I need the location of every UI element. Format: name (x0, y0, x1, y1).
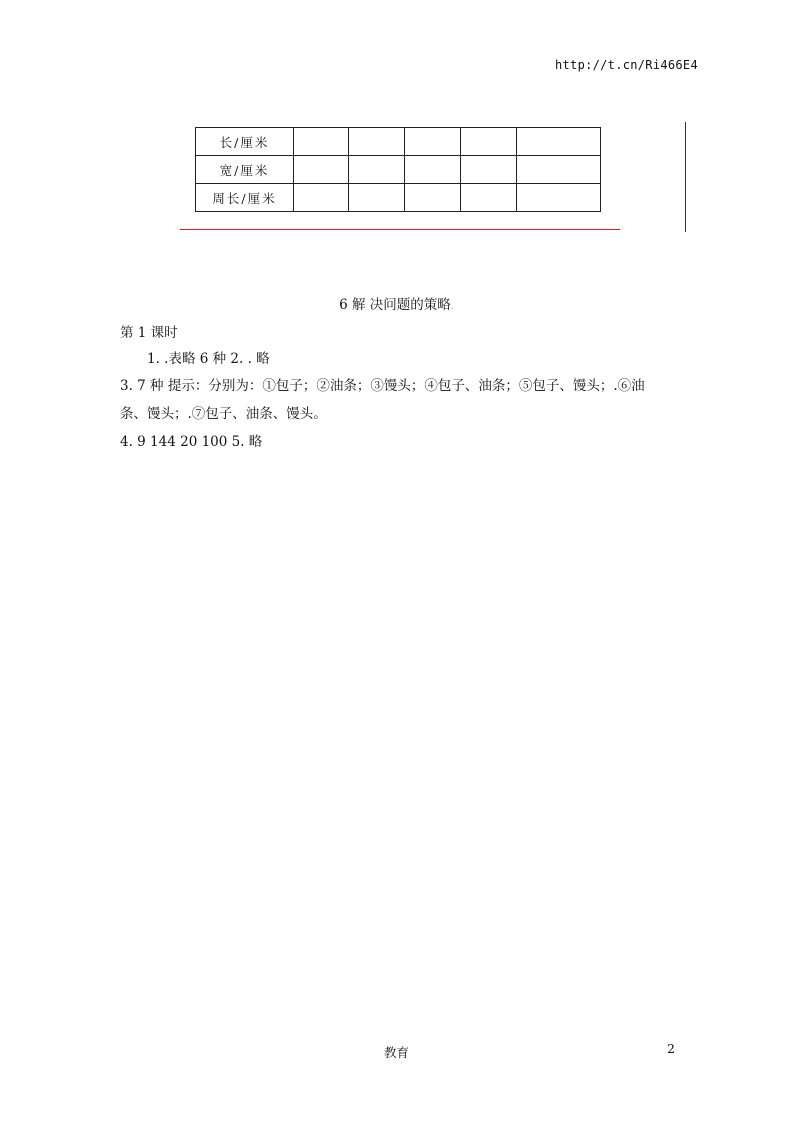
table-cell (405, 184, 461, 212)
table-cell (349, 156, 405, 184)
table-row (196, 128, 601, 156)
table-row (196, 184, 601, 212)
table-cell (461, 184, 517, 212)
footer-label: 教育 (383, 1045, 409, 1060)
answer-line-3: 3. 7 种 提示：分别为：①包子；②油条；③馒头；④包子、油条；⑤包子、馒头；.⑥油 (120, 378, 645, 394)
table-cell (461, 128, 517, 156)
lesson-label: 第 1 课时 (120, 325, 178, 341)
table-cell (405, 156, 461, 184)
measurement-table (195, 127, 601, 212)
section-heading (0, 293, 793, 313)
table-cell (517, 156, 601, 184)
section-title-text: 6 解 决问题的策略 (339, 297, 451, 313)
answer-line-4: 4. 9 144 20 100 5. 略 (120, 434, 263, 450)
answer-line-1: 1. .表略 6 种 2. . 略 (147, 351, 270, 367)
table-cell (517, 128, 601, 156)
table-cell (294, 128, 349, 156)
page-number: 2 (667, 1041, 675, 1056)
table-cell (405, 128, 461, 156)
table-cell (294, 184, 349, 212)
table-cell (349, 184, 405, 212)
section-divider (180, 229, 620, 230)
table-cell (294, 156, 349, 184)
row-label-perimeter: 周长/厘米 (196, 184, 294, 212)
table-cell (349, 128, 405, 156)
margin-rule (685, 122, 686, 232)
source-url: http://t.cn/Ri466E4 (555, 58, 698, 72)
row-label-length: 长/厘米 (196, 128, 294, 156)
title-dot: . (450, 301, 454, 312)
answer-line-3-continued: 条、馒头；.⑦包子、油条、馒头。 (120, 406, 327, 422)
table-row (196, 156, 601, 184)
table-cell (517, 184, 601, 212)
table-cell (461, 156, 517, 184)
row-label-width: 宽/厘米 (196, 156, 294, 184)
